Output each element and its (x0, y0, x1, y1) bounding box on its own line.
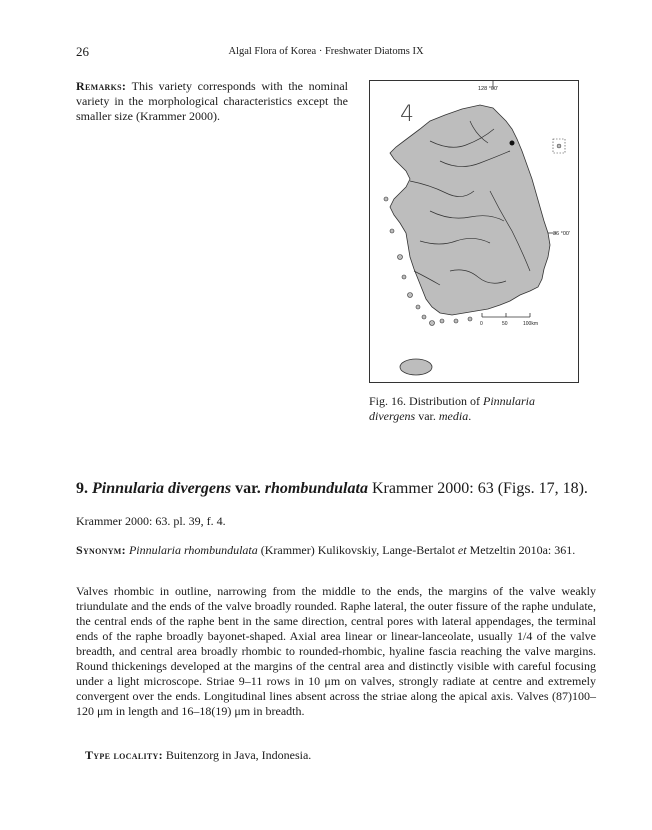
scale-label: 0 (480, 321, 483, 327)
citation: Krammer 2000: 63. pl. 39, f. 4. (76, 514, 226, 528)
type-locality-text: Buitenzorg in Java, Indonesia. (165, 748, 312, 762)
synonym-authority-a: (Krammer) Kulikovskiy, Lange-Bertalot (260, 543, 455, 557)
species-heading (76, 480, 596, 498)
synonym-authority-b: Metzeltin 2010a: 361. (469, 543, 576, 557)
running-title: Algal Flora of Korea · Freshwater Diatoms IX (228, 46, 424, 57)
caption-suffix: . (468, 409, 472, 423)
figure-caption (369, 394, 579, 424)
island (454, 319, 458, 323)
species-name: Pinnularia divergens (92, 480, 232, 497)
type-locality-label: Type locality: (85, 748, 163, 762)
distribution-map (369, 80, 579, 383)
scale-label: 100km (523, 321, 539, 327)
jeju-island (400, 359, 432, 375)
synonym-label: Synonym: (76, 543, 126, 557)
caption-taxon: Pinnularia divergens (369, 394, 536, 423)
description-paragraph: Valves rhombic in outline, narrowing from the middle to the ends, the margins of the valve weakly triundulate and the ends of the valve broadly rounded. Raphe lateral, the outer fissure of the raphe undulate, the central ends of the raphe bent in the same direction, central pores with lateral appendages, the terminal ends of the raphe broadly bayonet-shaped. Axial area linear or linear-lanceolate, usually 1/4 of the valve breadth, and central area broadly rhombic to rounded-rhombic, hyaline fascia reaching the valve margins. Round thickenings developed at the margins of the central area and distinctly visible with careful focusing under a light microscope. Striae 9–11 rows in 10 μm on valves, strongly radiate at centre and extremely convergent over the ends. Longitudinal lines absent across the striae along the apical axis. Valves (87)100–120 μm in length and 16–18(19) μm in breadth. (76, 584, 596, 718)
map-figure-number: 4 (400, 102, 414, 127)
caption-middle: var. (415, 409, 439, 423)
page-number: 26 (76, 44, 89, 59)
island (468, 317, 472, 321)
korea-map-svg (370, 81, 578, 382)
species-var-label: var. (235, 480, 261, 497)
synonym-taxon: Pinnularia rhombundulata (128, 543, 258, 557)
remarks-label: Remarks: (76, 79, 127, 93)
caption-prefix: Fig. 16. Distribution of (369, 394, 484, 408)
island (384, 197, 388, 201)
scale-label: 50 (502, 321, 508, 327)
species-variety: rhombundulata (264, 480, 368, 497)
island (408, 293, 413, 298)
latitude-label: 36 °00' (553, 231, 571, 237)
island (398, 255, 403, 260)
synonym-et: et (457, 543, 467, 557)
type-locality (85, 748, 311, 763)
korea-mainland (390, 105, 550, 315)
island (430, 321, 435, 326)
species-number: 9. (76, 480, 88, 497)
remarks-paragraph (76, 79, 348, 124)
ulleung-island (557, 144, 561, 148)
longitude-label: 128 °00' (478, 86, 499, 92)
island (416, 305, 420, 309)
island (390, 229, 394, 233)
island (402, 275, 406, 279)
species-authority: Krammer 2000: 63 (Figs. 17, 18). (371, 480, 588, 497)
island (440, 319, 444, 323)
caption-variety: media (438, 409, 469, 423)
remarks-text: This variety corresponds with the nominal variety in the morphological characteristics except the smaller size (Krammer 2000). (76, 79, 348, 123)
island (422, 315, 426, 319)
occurrence-dot (510, 141, 515, 146)
synonym-paragraph (76, 543, 596, 558)
